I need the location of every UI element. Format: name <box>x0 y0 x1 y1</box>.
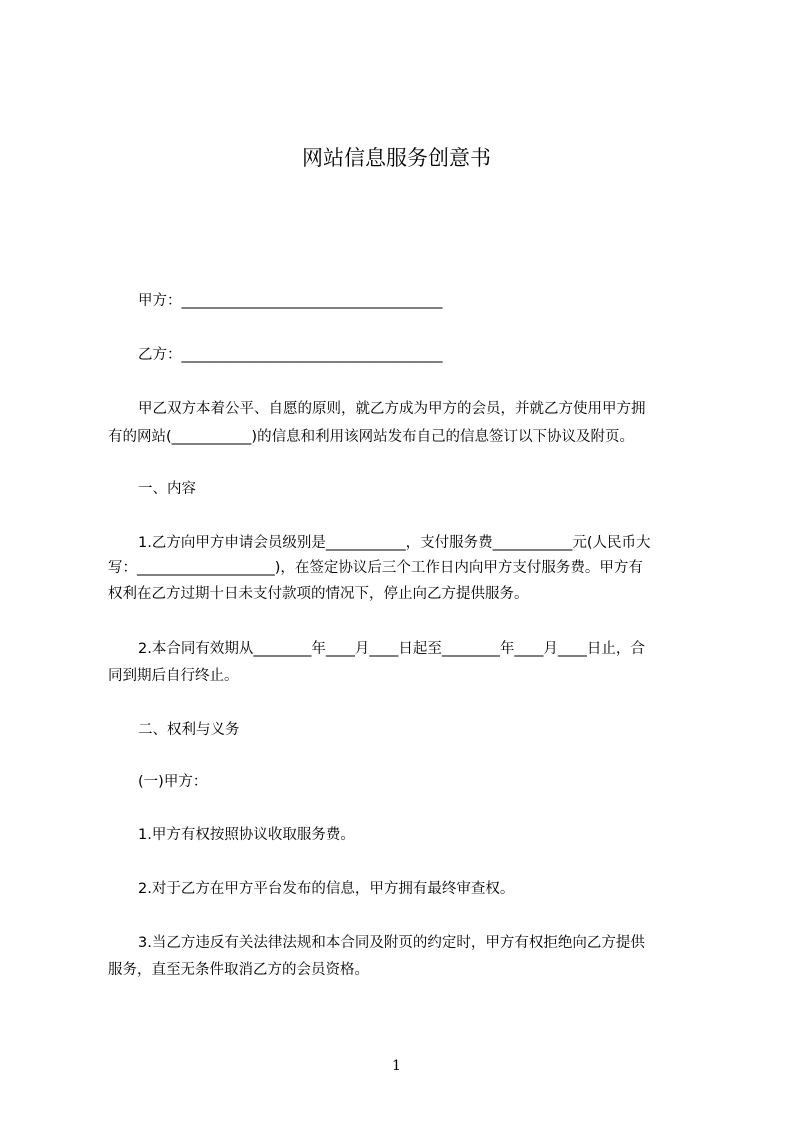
section-1-heading: 一、内容 <box>138 481 196 497</box>
section-2-heading: 二、权利与义务 <box>138 722 240 738</box>
clause-1-1-line-1: 1.乙方向甲方申请会员级别是___________，支付服务费___________元(人民币大 <box>138 535 651 551</box>
clause-2-3-line-2: 服务，直至无条件取消乙方的会员资格。 <box>108 962 369 978</box>
clause-1-1-line-3: 权利在乙方过期十日未支付款项的情况下，停止向乙方提供服务。 <box>108 586 529 602</box>
party-b-line: 乙方：____________________________________ <box>138 347 443 363</box>
clause-1-2-line-2: 同到期后自行终止。 <box>108 668 239 684</box>
party-a-line: 甲方：____________________________________ <box>138 293 443 309</box>
clause-2-2: 2.对于乙方在甲方平台发布的信息，甲方拥有最终审查权。 <box>138 881 515 897</box>
clause-2-3-line-1: 3.当乙方违反有关法律法规和本合同及附页的约定时，甲方有权拒绝向乙方提供 <box>138 935 645 951</box>
clause-2-1: 1.甲方有权按照协议收取服务费。 <box>138 827 355 843</box>
page-number: 1 <box>392 1058 401 1074</box>
intro-line-2: 有的网站(___________)的信息和利用该网站发布自己的信息签订以下协议及附页。 <box>108 429 635 445</box>
clause-1-2-line-1: 2.本合同有效期从________年____月____日起至________年____月____日止，合 <box>138 641 645 657</box>
clause-1-1-line-2: 写：___________________)，在签定协议后三个工作日内向甲方支付服务费。甲方有 <box>108 560 643 576</box>
party-a-rights-heading: (一)甲方： <box>138 774 208 790</box>
intro-line-1: 甲乙双方本着公平、自愿的原则，就乙方成为甲方的会员，并就乙方使用甲方拥 <box>138 401 646 417</box>
document-title: 网站信息服务创意书 <box>302 146 491 170</box>
